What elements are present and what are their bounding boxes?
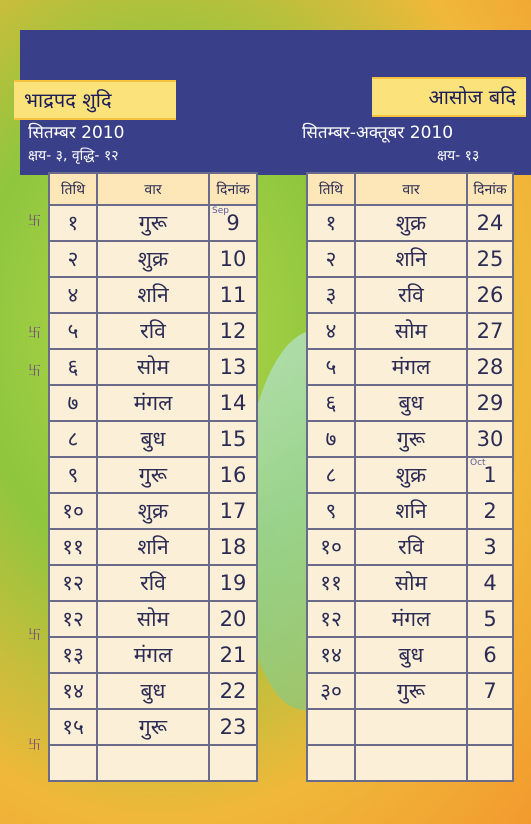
vaar-cell: मंगल xyxy=(355,601,467,637)
tithi-cell: १० xyxy=(49,493,97,529)
month-note: Oct xyxy=(470,458,486,468)
date-cell: 27 xyxy=(467,313,513,349)
header-vaar: वार xyxy=(355,173,467,205)
tithi-cell: १२ xyxy=(307,601,355,637)
table-row xyxy=(307,529,513,565)
tithi-cell: ६ xyxy=(307,385,355,421)
header-tithi: तिथि xyxy=(307,173,355,205)
date-cell: 21 xyxy=(209,637,257,673)
left-title: भाद्रपद शुदि xyxy=(14,80,176,120)
table-row xyxy=(49,745,257,781)
date-value: 1 xyxy=(483,463,497,487)
vaar-cell: गुरू xyxy=(355,421,467,457)
table-row xyxy=(307,565,513,601)
right-title: आसोज बदि xyxy=(372,77,526,117)
vaar-cell: गुरू xyxy=(97,709,209,745)
table-header-row xyxy=(49,173,257,205)
vaar-cell: सोम xyxy=(97,601,209,637)
vaar-cell: मंगल xyxy=(355,349,467,385)
vaar-cell: सोम xyxy=(97,349,209,385)
vaar-cell: सोम xyxy=(355,565,467,601)
tithi-cell: ३ xyxy=(307,277,355,313)
date-value: 9 xyxy=(226,211,240,235)
vaar-cell: गुरू xyxy=(97,205,209,241)
tithi-cell xyxy=(307,745,355,781)
table-row xyxy=(49,205,257,241)
date-cell xyxy=(467,709,513,745)
table-row xyxy=(307,385,513,421)
table-header-row xyxy=(307,173,513,205)
tithi-cell: ९ xyxy=(49,457,97,493)
date-cell xyxy=(467,745,513,781)
table-row xyxy=(307,709,513,745)
vaar-cell: शुक्र xyxy=(97,493,209,529)
date-cell: 23 xyxy=(209,709,257,745)
date-cell: 2 xyxy=(467,493,513,529)
date-cell: 11 xyxy=(209,277,257,313)
tithi-cell xyxy=(307,709,355,745)
vaar-cell xyxy=(355,745,467,781)
vaar-cell: शनि xyxy=(97,277,209,313)
vaar-cell: रवि xyxy=(97,313,209,349)
table-row xyxy=(307,277,513,313)
date-cell: 22 xyxy=(209,673,257,709)
table-row xyxy=(49,601,257,637)
table-row xyxy=(307,457,513,493)
tithi-cell: १३ xyxy=(49,637,97,673)
vaar-cell: शनि xyxy=(355,241,467,277)
tithi-cell: ११ xyxy=(307,565,355,601)
table-row xyxy=(307,493,513,529)
vaar-cell xyxy=(97,745,209,781)
date-cell xyxy=(209,745,257,781)
date-cell: 10 xyxy=(209,241,257,277)
vaar-cell: बुध xyxy=(97,421,209,457)
right-meta: क्षय- १३ xyxy=(437,148,480,164)
vaar-cell: सोम xyxy=(355,313,467,349)
vaar-cell: मंगल xyxy=(97,385,209,421)
date-cell xyxy=(467,457,513,493)
tithi-cell xyxy=(49,745,97,781)
table-row xyxy=(49,313,257,349)
left-meta: क्षय- ३, वृद्धि- १२ xyxy=(28,148,119,164)
table-row xyxy=(49,385,257,421)
left-calendar-table xyxy=(48,172,258,782)
tithi-cell: ७ xyxy=(49,385,97,421)
table-row xyxy=(307,313,513,349)
vaar-cell: शनि xyxy=(355,493,467,529)
tithi-cell: १ xyxy=(49,205,97,241)
tithi-cell: १२ xyxy=(49,565,97,601)
date-cell: 26 xyxy=(467,277,513,313)
tithi-cell: १४ xyxy=(307,637,355,673)
vaar-cell: बुध xyxy=(97,673,209,709)
table-row xyxy=(307,745,513,781)
tithi-cell: ६ xyxy=(49,349,97,385)
vaar-cell: मंगल xyxy=(97,637,209,673)
swastik-icon: 卐 xyxy=(28,628,42,643)
table-row xyxy=(307,349,513,385)
date-cell: 6 xyxy=(467,637,513,673)
date-cell: 29 xyxy=(467,385,513,421)
swastik-icon: 卐 xyxy=(28,326,42,341)
tithi-cell: १५ xyxy=(49,709,97,745)
table-row xyxy=(307,673,513,709)
date-cell: 24 xyxy=(467,205,513,241)
vaar-cell: रवि xyxy=(97,565,209,601)
tithi-cell: ८ xyxy=(49,421,97,457)
tithi-cell: ८ xyxy=(307,457,355,493)
tithi-cell: ३० xyxy=(307,673,355,709)
date-cell: 4 xyxy=(467,565,513,601)
table-row xyxy=(49,529,257,565)
vaar-cell: शुक्र xyxy=(355,205,467,241)
left-month: सितम्बर 2010 xyxy=(28,123,125,143)
tithi-cell: ११ xyxy=(49,529,97,565)
table-row xyxy=(49,241,257,277)
vaar-cell: बुध xyxy=(355,385,467,421)
tithi-cell: ४ xyxy=(49,277,97,313)
date-cell: 30 xyxy=(467,421,513,457)
date-cell: 25 xyxy=(467,241,513,277)
right-month: सितम्बर-अक्तूबर 2010 xyxy=(302,123,454,143)
tithi-cell: १२ xyxy=(49,601,97,637)
table-row xyxy=(49,349,257,385)
table-row xyxy=(49,277,257,313)
tithi-cell: १० xyxy=(307,529,355,565)
date-cell: 17 xyxy=(209,493,257,529)
table-row xyxy=(49,637,257,673)
header-dinank: दिनांक xyxy=(467,173,513,205)
date-cell: 12 xyxy=(209,313,257,349)
date-cell: 15 xyxy=(209,421,257,457)
date-cell: 18 xyxy=(209,529,257,565)
header-vaar: वार xyxy=(97,173,209,205)
vaar-cell: बुध xyxy=(355,637,467,673)
header-tithi: तिथि xyxy=(49,173,97,205)
date-cell: 19 xyxy=(209,565,257,601)
vaar-cell: शुक्र xyxy=(97,241,209,277)
date-cell: 16 xyxy=(209,457,257,493)
vaar-cell: रवि xyxy=(355,277,467,313)
tithi-cell: ९ xyxy=(307,493,355,529)
vaar-cell: रवि xyxy=(355,529,467,565)
swastik-icon: 卐 xyxy=(28,364,42,379)
date-cell: 14 xyxy=(209,385,257,421)
tithi-cell: ७ xyxy=(307,421,355,457)
date-cell: 28 xyxy=(467,349,513,385)
tithi-cell: ५ xyxy=(307,349,355,385)
tithi-cell: १४ xyxy=(49,673,97,709)
table-row xyxy=(49,709,257,745)
vaar-cell: गुरू xyxy=(355,673,467,709)
date-cell: 13 xyxy=(209,349,257,385)
table-row xyxy=(307,421,513,457)
table-row xyxy=(307,241,513,277)
tithi-cell: १ xyxy=(307,205,355,241)
date-cell: 20 xyxy=(209,601,257,637)
table-row xyxy=(49,421,257,457)
date-cell: 3 xyxy=(467,529,513,565)
table-row xyxy=(307,601,513,637)
tithi-cell: ४ xyxy=(307,313,355,349)
swastik-icon: 卐 xyxy=(28,214,42,229)
table-row xyxy=(307,205,513,241)
table-row xyxy=(49,565,257,601)
vaar-cell: गुरू xyxy=(97,457,209,493)
table-row xyxy=(49,673,257,709)
month-note: Sep xyxy=(212,206,229,216)
table-row xyxy=(307,637,513,673)
table-row xyxy=(49,457,257,493)
vaar-cell: शनि xyxy=(97,529,209,565)
vaar-cell: शुक्र xyxy=(355,457,467,493)
right-calendar-table xyxy=(306,172,514,782)
date-cell xyxy=(209,205,257,241)
tithi-cell: ५ xyxy=(49,313,97,349)
table-row xyxy=(49,493,257,529)
swastik-icon: 卐 xyxy=(28,738,42,753)
header-dinank: दिनांक xyxy=(209,173,257,205)
vaar-cell xyxy=(355,709,467,745)
tithi-cell: २ xyxy=(307,241,355,277)
date-cell: 5 xyxy=(467,601,513,637)
tithi-cell: २ xyxy=(49,241,97,277)
date-cell: 7 xyxy=(467,673,513,709)
